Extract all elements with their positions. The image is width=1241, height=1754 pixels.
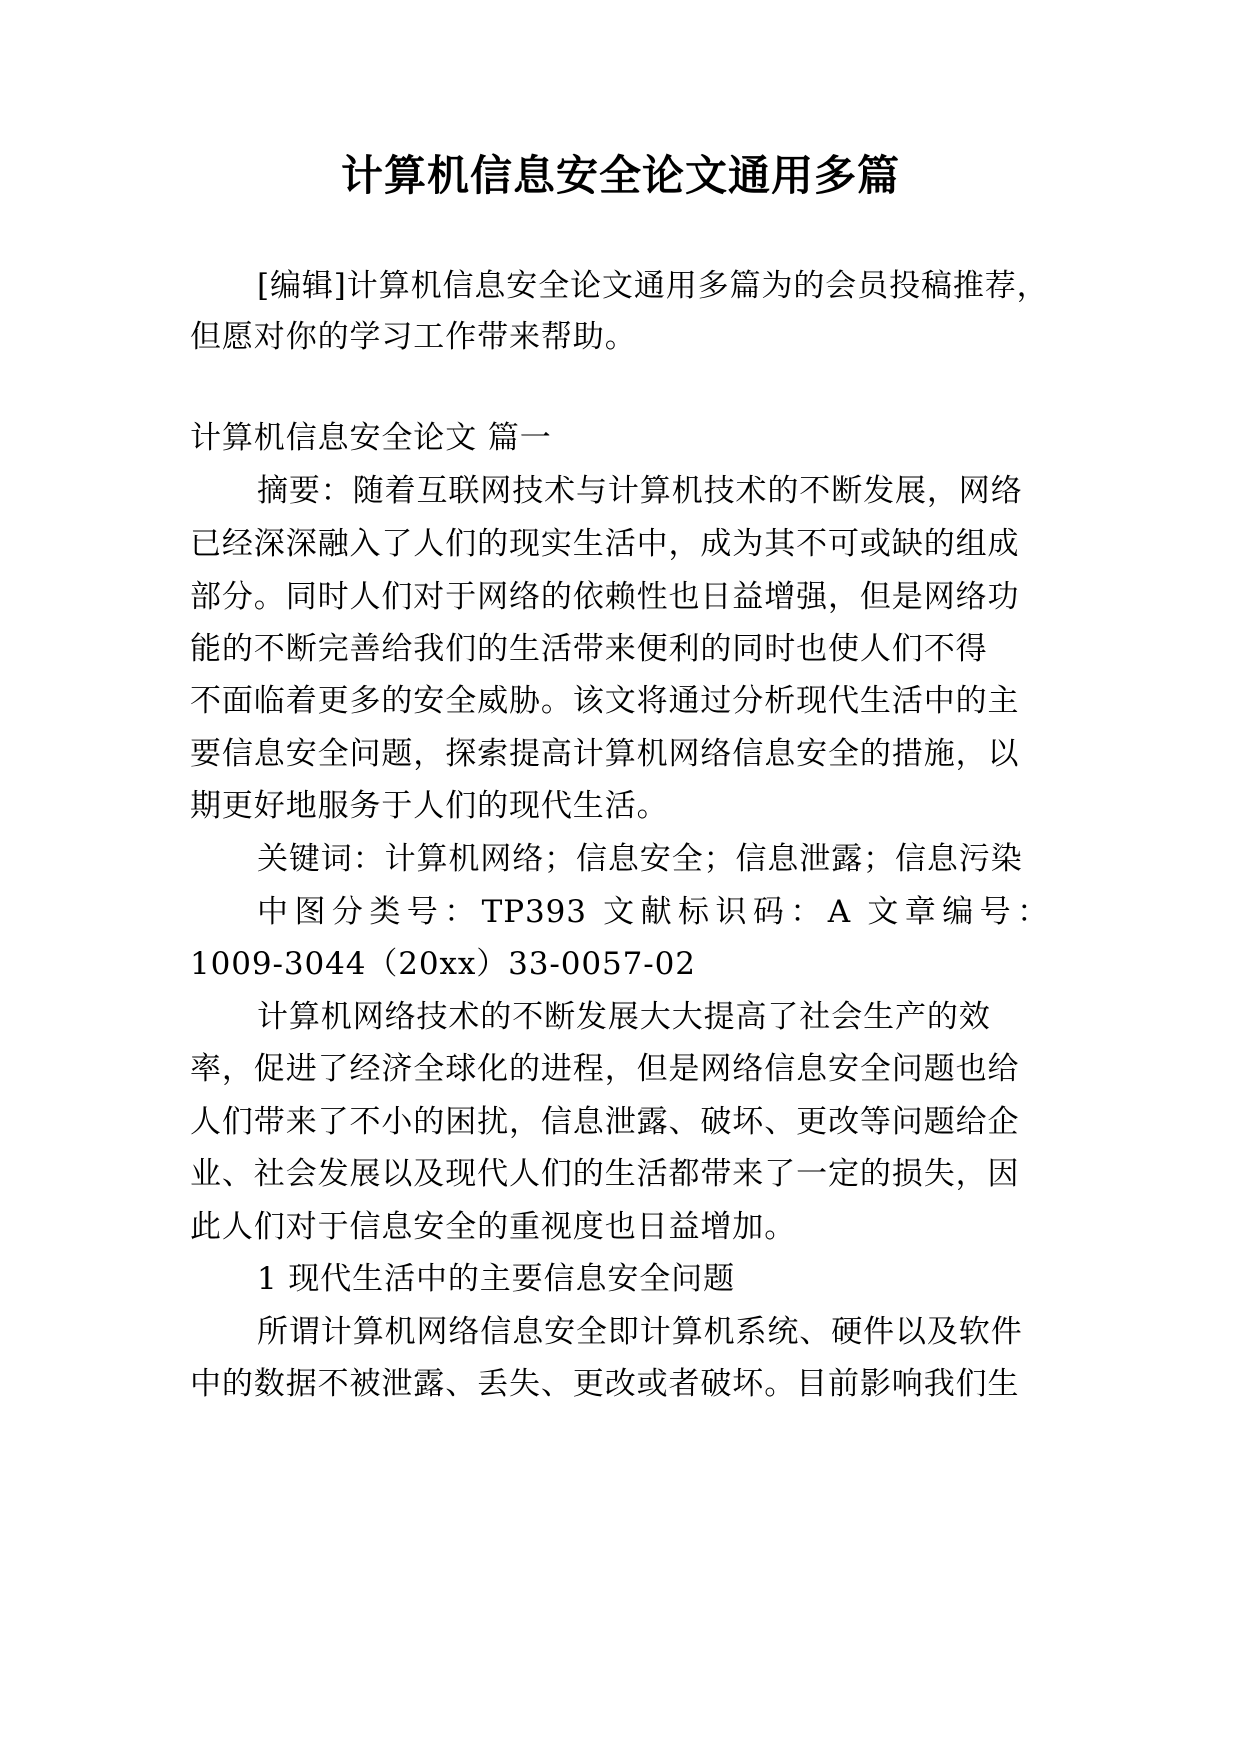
abstract-line-1: 摘要：随着互联网技术与计算机技术的不断发展，网络 [257, 473, 1023, 509]
paragraph-1-line-3: 人们带来了不小的困扰，信息泄露、破坏、更改等问题给企 [190, 1104, 1020, 1140]
intro-line-2: 但愿对你的学习工作带来帮助。 [190, 319, 637, 355]
abstract-line-6: 要信息安全问题，探索提高计算机网络信息安全的措施，以 [190, 736, 1020, 772]
abstract-line-2: 已经深深融入了人们的现实生活中，成为其不可或缺的组成 [190, 526, 1020, 562]
subheading-1: 1 现代生活中的主要信息安全问题 [257, 1261, 735, 1297]
paragraph-1-line-5: 此人们对于信息安全的重视度也日益增加。 [190, 1209, 797, 1245]
paragraph-1-line-4: 业、社会发展以及现代人们的生活都带来了一定的损失，因 [190, 1156, 1020, 1192]
intro-line-1: [编辑]计算机信息安全论文通用多篇为的会员投稿推荐， [257, 268, 1049, 304]
abstract-line-5: 不面临着更多的安全威胁。该文将通过分析现代生活中的主 [190, 683, 1020, 719]
abstract-line-7: 期更好地服务于人们的现代生活。 [190, 788, 669, 824]
section-heading: 计算机信息安全论文 篇一 [190, 420, 552, 456]
paragraph-2-line-2: 中的数据不被泄露、丢失、更改或者破坏。目前影响我们生 [190, 1366, 1020, 1402]
abstract-line-3: 部分。同时人们对于网络的依赖性也日益增强，但是网络功 [190, 579, 1020, 615]
paragraph-2-line-1: 所谓计算机网络信息安全即计算机系统、硬件以及软件 [257, 1314, 1023, 1350]
document-title: 计算机信息安全论文通用多篇 [340, 151, 900, 200]
classification-line-1: 中图分类号：TP393 文献标识码：A 文章编号： [257, 894, 1049, 930]
classification-line-2: 1009-3044（20xx）33-0057-02 [190, 946, 696, 982]
keywords-line: 关键词：计算机网络；信息安全；信息泄露；信息污染 [257, 841, 1023, 877]
paragraph-1-line-2: 率，促进了经济全球化的进程，但是网络信息安全问题也给 [190, 1051, 1020, 1087]
paragraph-1-line-1: 计算机网络技术的不断发展大大提高了社会生产的效 [257, 999, 991, 1035]
abstract-line-4: 能的不断完善给我们的生活带来便利的同时也使人们不得 [190, 631, 988, 667]
